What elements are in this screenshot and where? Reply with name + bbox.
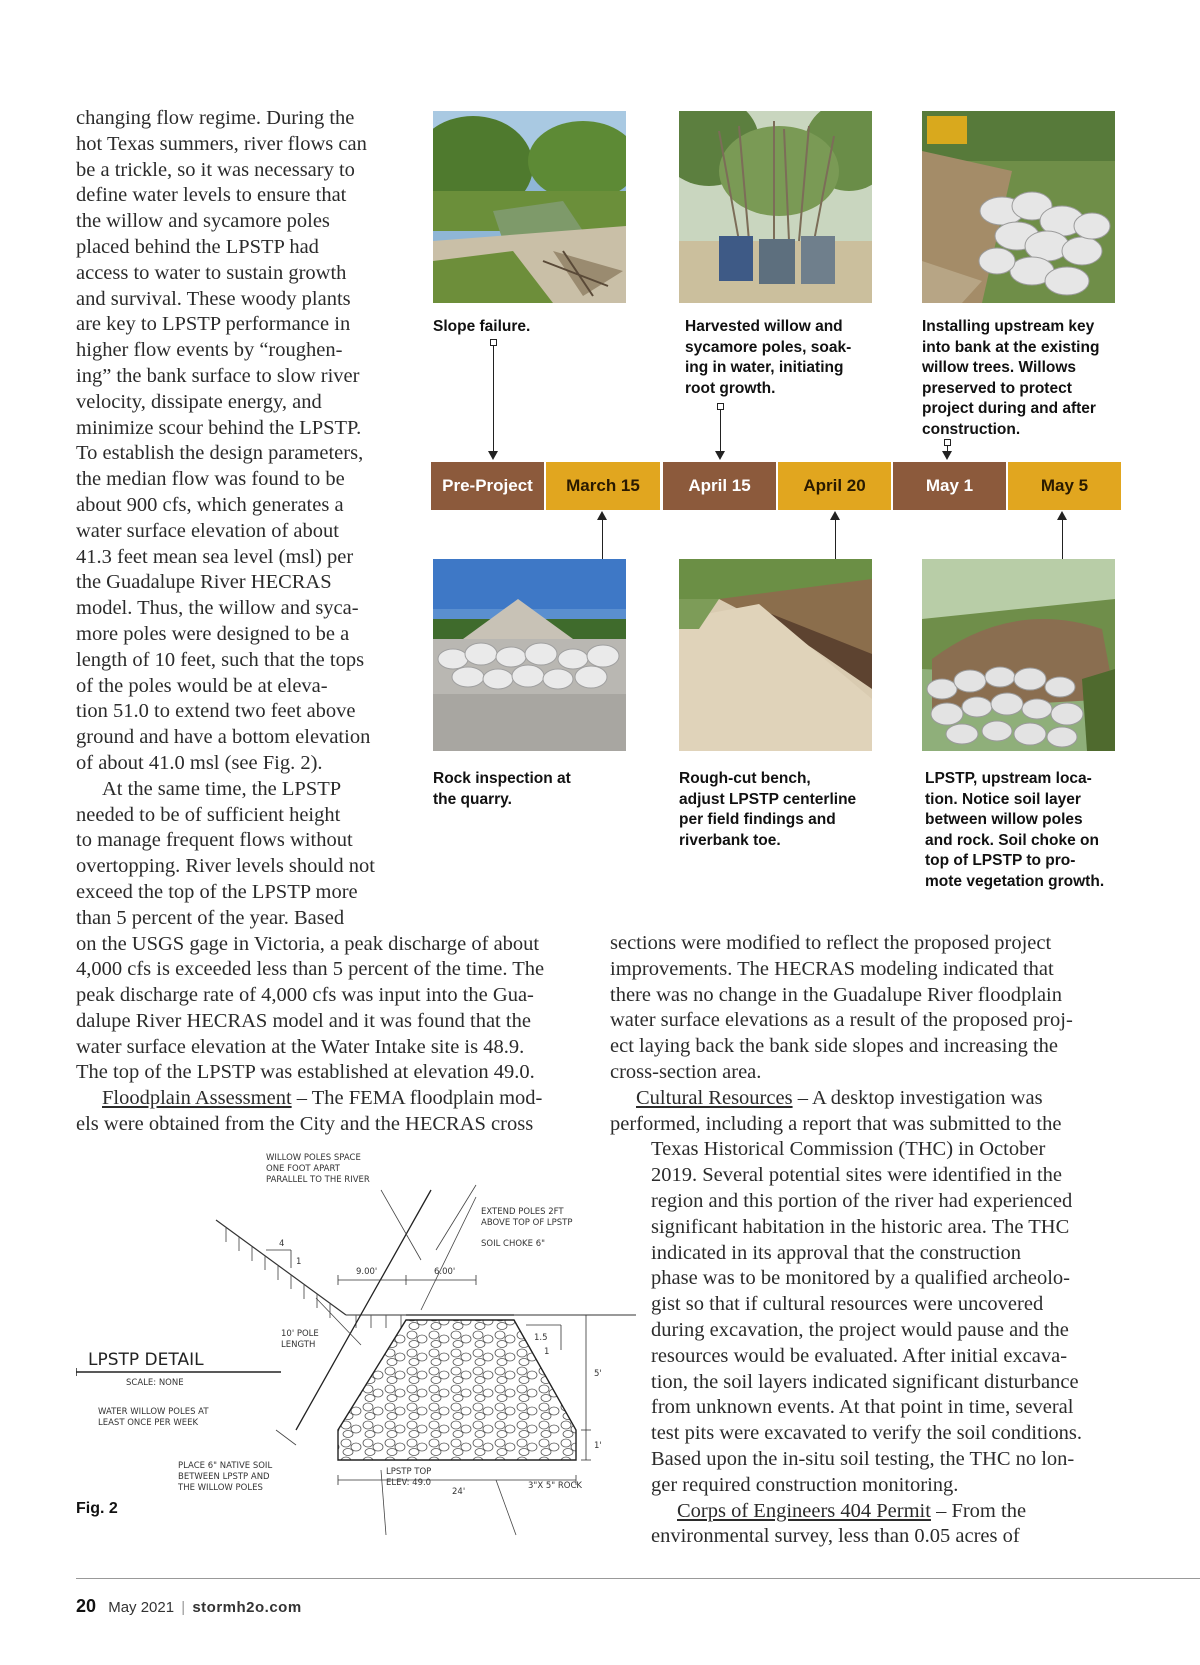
body-line: of the poles would be at eleva- <box>76 674 328 697</box>
body-line: than 5 percent of the year. Based <box>76 906 345 929</box>
rough-cut-image <box>679 559 872 751</box>
body-line: define water levels to ensure that <box>76 184 347 207</box>
arrow-down-icon <box>715 451 725 460</box>
body-line: minimize scour behind the LPSTP. <box>76 416 362 439</box>
body-line: test pits were excavated to verify the soil conditions. <box>651 1422 1082 1445</box>
body-line: of about 41.0 msl (see Fig. 2). <box>76 751 323 774</box>
body-line: environmental survey, less than 0.05 acres of <box>651 1525 1020 1548</box>
svg-text:BETWEEN LPSTP AND: BETWEEN LPSTP AND <box>178 1472 270 1482</box>
timeline-april-15: April 15 <box>663 462 776 510</box>
svg-text:ONE FOOT APART: ONE FOOT APART <box>266 1164 340 1174</box>
slope-ratio-b: 1 <box>296 1257 302 1267</box>
body-line: 4,000 cfs is exceeded less than 5 percent of the time. The <box>76 958 545 981</box>
height-1: 5' <box>594 1369 602 1379</box>
corps-heading: Corps of Engineers 404 Permit <box>677 1499 931 1522</box>
photo-harvested-poles <box>679 111 872 303</box>
timeline-march-15: March 15 <box>546 462 660 510</box>
slope-ratio-a: 4 <box>279 1239 285 1249</box>
slope-ratio-c: 1.5 <box>534 1333 548 1343</box>
corps-line: Corps of Engineers 404 Permit – From the <box>677 1499 1027 1522</box>
body-line: exceed the top of the LPSTP more <box>76 880 358 903</box>
body-line: during excavation, the project would pause and the <box>651 1318 1069 1341</box>
cultural-line: Cultural Resources – A desktop investigation was <box>636 1086 1043 1109</box>
timeline-april-20: April 20 <box>778 462 891 510</box>
body-line: improvements. The HECRAS modeling indicated that <box>610 957 1054 980</box>
arrow-down-icon <box>942 451 952 460</box>
caption-harvested-poles: Harvested willow and sycamore poles, soak- ing in water, initiating root growth. <box>685 318 852 397</box>
body-line: placed behind the LPSTP had <box>76 235 319 258</box>
figure-label: Fig. 2 <box>76 1500 118 1517</box>
body-line: access to water to sustain growth <box>76 261 347 284</box>
note-willow-space <box>266 1153 370 1185</box>
caption-rock-inspection: Rock inspection at the quarry. <box>433 770 571 808</box>
rock-inspection-image <box>433 559 626 751</box>
body-line: ing” the bank surface to slow river <box>76 364 360 387</box>
body-line: performed, including a report that was submitted to the <box>610 1112 1062 1135</box>
photo-lpstp-upstream <box>922 559 1115 751</box>
floodplain-line: Floodplain Assessment – The FEMA floodplain mod- <box>102 1087 543 1110</box>
svg-text:ABOVE TOP OF LPSTP: ABOVE TOP OF LPSTP <box>481 1218 573 1228</box>
issue-date: May 2021 <box>108 1599 175 1616</box>
body-line: phase was to be monitored by a qualified archeolo- <box>651 1267 1070 1290</box>
cultural-indented-block <box>610 1137 1082 1550</box>
body-line: Based upon the in-situ soil testing, the THC no lon- <box>651 1447 1075 1470</box>
lpstp-detail-figure <box>76 1150 636 1540</box>
svg-text:WILLOW POLES SPACE: WILLOW POLES SPACE <box>266 1153 361 1163</box>
photo-rough-cut <box>679 559 872 751</box>
body-line: on the USGS gage in Victoria, a peak discharge of about <box>76 932 540 955</box>
note-watering <box>98 1407 209 1428</box>
note-pole-length <box>281 1329 319 1350</box>
svg-text:LEAST ONCE PER WEEK: LEAST ONCE PER WEEK <box>98 1418 199 1428</box>
svg-text:THE WILLOW POLES: THE WILLOW POLES <box>178 1483 263 1493</box>
dim-right: 6.00' <box>434 1267 456 1277</box>
connector-line <box>835 519 836 560</box>
caption-rough-cut: Rough-cut bench, adjust LPSTP centerline per field findings and riverbank toe. <box>679 770 857 849</box>
body-line: more poles were designed to be a <box>76 622 350 645</box>
body-line: indicated in its approval that the construction <box>651 1241 1022 1264</box>
body-line: from unknown events. At that point in time, several <box>651 1396 1074 1419</box>
height-2: 1' <box>594 1441 602 1451</box>
body-line: sections were modified to reflect the proposed project <box>610 932 1052 954</box>
caption-installing-key: Installing upstream key into bank at the existing willow trees. Willows preserved to protect project during and after construction. <box>922 318 1100 438</box>
body-line: cross-section area. <box>610 1060 762 1083</box>
photo-rock-inspection <box>433 559 626 751</box>
footer-separator: | <box>181 1599 186 1616</box>
body-line: needed to be of sufficient height <box>76 803 341 826</box>
timeline-may-5: May 5 <box>1008 462 1121 510</box>
note-soil-choke: SOIL CHOKE 6" <box>481 1239 546 1249</box>
note-extend-poles <box>481 1207 573 1228</box>
body-line: the willow and sycamore poles <box>76 210 330 233</box>
connector-line <box>493 345 494 451</box>
body-line: significant habitation in the historic area. The THC <box>651 1215 1070 1238</box>
body-line: 41.3 feet mean sea level (msl) per <box>76 545 354 568</box>
body-line: 2019. Several potential sites were identified in the <box>651 1164 1063 1187</box>
body-line: tion 51.0 to extend two feet above <box>76 700 356 723</box>
svg-text:PLACE 6" NATIVE SOIL: PLACE 6" NATIVE SOIL <box>178 1461 273 1471</box>
body-line: The top of the LPSTP was established at elevation 49.0. <box>76 1061 535 1084</box>
body-line: model. Thus, the willow and syca- <box>76 597 359 620</box>
connector-line <box>602 519 603 560</box>
body-line: overtopping. River levels should not <box>76 855 375 878</box>
body-line: ground and have a bottom elevation <box>76 726 371 749</box>
body-line: higher flow events by “roughen- <box>76 339 343 362</box>
svg-text:10' POLE: 10' POLE <box>281 1329 319 1339</box>
body-line: region and this portion of the river had experienced <box>651 1189 1073 1212</box>
note-top-elev <box>386 1467 431 1488</box>
dim-bottom: 24' <box>452 1487 466 1497</box>
floodplain-heading: Floodplain Assessment <box>102 1087 292 1110</box>
body-line: tion, the soil layers indicated significant disturbance <box>651 1370 1079 1393</box>
slope-failure-image <box>433 111 626 303</box>
body-line: are key to LPSTP performance in <box>76 313 351 336</box>
svg-text:EXTEND POLES 2FT: EXTEND POLES 2FT <box>481 1207 564 1217</box>
bank-slope <box>216 1220 636 1328</box>
body-line: dalupe River HECRAS model and it was found that the <box>76 1009 531 1032</box>
body-line: ger required construction monitoring. <box>651 1473 959 1496</box>
svg-text:WATER WILLOW POLES AT: WATER WILLOW POLES AT <box>98 1407 209 1417</box>
body-line: the Guadalupe River HECRAS <box>76 571 332 594</box>
footer-rule <box>76 1578 1200 1579</box>
slope-ratio-d: 1 <box>544 1347 550 1357</box>
right-column-text <box>610 931 1082 1550</box>
photo-slope-failure <box>433 111 626 303</box>
body-line: be a trickle, so it was necessary to <box>76 158 355 181</box>
svg-text:ELEV: 49.0: ELEV: 49.0 <box>386 1478 432 1488</box>
dim-left: 9.00' <box>356 1267 378 1277</box>
body-line: hot Texas summers, river flows can <box>76 132 367 155</box>
figure-scale: SCALE: NONE <box>126 1378 184 1388</box>
cultural-heading: Cultural Resources <box>636 1086 793 1109</box>
caption-lpstp-upstream: LPSTP, upstream loca- tion. Notice soil layer between willow poles and rock. Soil choke on top of LPSTP to pro- mote vegetation growth. <box>925 770 1105 890</box>
arrow-down-icon <box>488 451 498 460</box>
body-line: length of 10 feet, such that the tops <box>76 648 365 671</box>
figure-title: LPSTP DETAIL <box>88 1350 204 1370</box>
body-line: the median flow was found to be <box>76 468 345 491</box>
timeline-may-1: May 1 <box>893 462 1006 510</box>
caption-slope-failure: Slope failure. <box>433 318 531 335</box>
installing-key-image <box>922 111 1115 303</box>
note-rock-size: 3"X 5" ROCK <box>528 1481 582 1491</box>
connector-line <box>720 409 721 451</box>
body-line: water surface elevation at the Water Intake site is 48.9. <box>76 1035 525 1058</box>
photo-installing-key <box>922 111 1115 303</box>
body-line: resources would be evaluated. After initial excava- <box>651 1344 1068 1367</box>
page-footer <box>76 1596 302 1617</box>
harvested-poles-image <box>679 111 872 303</box>
body-line: and survival. These woody plants <box>76 287 351 310</box>
lpstp-upstream-image <box>922 559 1115 751</box>
body-line: To establish the design parameters, <box>76 442 364 465</box>
body-line: peak discharge rate of 4,000 cfs was input into the Gua- <box>76 984 534 1007</box>
svg-text:LENGTH: LENGTH <box>281 1340 316 1350</box>
connector-line <box>1062 519 1063 560</box>
svg-text:LPSTP TOP: LPSTP TOP <box>386 1467 432 1477</box>
body-line: water surface elevations as a result of the proposed proj- <box>610 1009 1073 1032</box>
body-line: about 900 cfs, which generates a <box>76 493 344 516</box>
site-link[interactable]: stormh2o.com <box>192 1599 302 1616</box>
note-place-soil <box>177 1461 272 1493</box>
body-line: Texas Historical Commission (THC) in October <box>651 1138 1046 1161</box>
body-line: gist so that if cultural resources were uncovered <box>651 1293 1044 1316</box>
timeline-pre-project: Pre-Project <box>431 462 544 510</box>
body-line: At the same time, the LPSTP <box>102 777 342 800</box>
svg-text:PARALLEL TO THE RIVER: PARALLEL TO THE RIVER <box>266 1175 370 1185</box>
body-line: els were obtained from the City and the HECRAS cross <box>76 1113 534 1136</box>
body-line: changing flow regime. During the <box>76 107 355 129</box>
body-line: velocity, dissipate energy, and <box>76 390 322 413</box>
body-line: water surface elevation of about <box>76 519 339 542</box>
body-line: to manage frequent flows without <box>76 829 353 852</box>
body-line: there was no change in the Guadalupe River floodplain <box>610 983 1062 1006</box>
body-line: ect laying back the bank side slopes and increasing the <box>610 1035 1059 1058</box>
page-number: 20 <box>76 1596 97 1616</box>
